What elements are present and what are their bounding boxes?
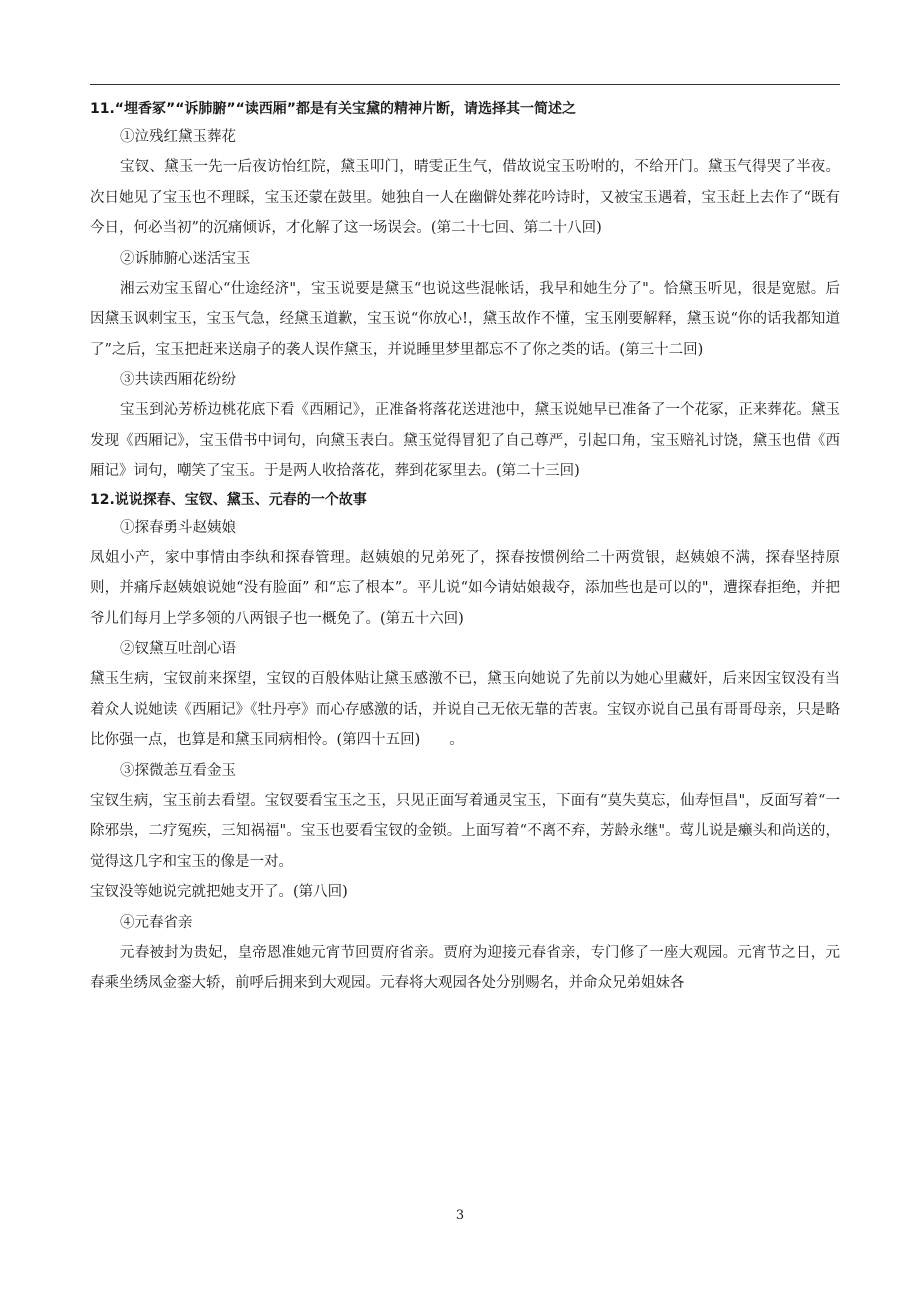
story-text: 凤姐小产，家中事情由李纨和探春管理。赵姨娘的兄弟死了，探春按惯例给二十两赏银，赵姨娘不满，探春坚持原则，并痛斥赵姨娘说她“没有脸面” 和“忘了根本”。平儿说“如今请姑娘裁夺，添加些也是可以的"，遭探春拒绝，并把爷儿们每月上学多领的八两银子也一概免了。(第五十六回) [90,549,840,627]
question-12-title: 12.说说探春、宝钗、黛玉、元春的一个故事 [90,491,367,508]
page-number: 3 [455,1208,465,1223]
story-heading: ②诉肺腑心迷活宝玉 [120,250,251,267]
story-text: 湘云劝宝玉留心“仕途经济"，宝玉说要是黛玉“也说这些混帐话，我早和她生分了"。恰黛玉听见，很是宽慰。后因黛玉讽刺宝玉，宝玉气急，经黛玉道歉，宝玉说“你放心!，黛玉故作不懂，宝玉刚要解释，黛玉说“你的话我都知道了”之后，宝玉把赶来送扇子的袭人误作黛玉，并说睡里梦里都忘不了你之类的话。(第三十二回) [90,280,840,358]
story-heading: ②钗黛互吐剖心语 [120,641,236,657]
story-heading: ③共读西厢花纷纷 [120,372,236,388]
document-body [90,96,840,999]
story-text: 宝玉到沁芳桥边桃花底下看《西厢记》，正准备将落花送进池中，黛玉说她早已准备了一个花冢，正来葬花。黛玉发现《西厢记》，宝玉借书中词句，向黛玉表白。黛玉觉得冒犯了自己尊严，引起口角，宝玉赔礼讨饶，黛玉也借《西厢记》词句，嘲笑了宝玉。于是两人收拾落花，葬到花冢里去。(第二十三回) [90,402,840,479]
story-heading: ①泣残红黛玉葬花 [120,129,236,145]
story-text-continued: 宝钗没等她说完就把她支开了。(第八回) [90,884,348,900]
story-heading: ④元春省亲 [120,914,193,931]
header-rule [90,84,840,85]
story-text: 元春被封为贵妃，皇帝恩准她元宵节回贾府省亲。贾府为迎接元春省亲，专门修了一座大观园。元宵节之日，元春乘坐绣凤金銮大轿，前呼后拥来到大观园。元春将大观园各处分别赐名，并命众兄弟姐妹各 [90,944,840,991]
story-text: 黛玉生病，宝钗前来探望，宝钗的百般体贴让黛玉感激不已，黛玉向她说了先前以为她心里藏奸，后来因宝钗没有当着众人说她读《西厢记》《牡丹亭》而心存感激的话，并说自己无依无靠的苦衷。宝钗亦说自己虽有哥哥母亲，只是略比你强一点，也算是和黛玉同病相怜。(第四十五回) 。 [90,671,840,748]
story-heading: ③探微恙互看金玉 [120,762,236,779]
story-heading: ①探春勇斗赵姨娘 [120,519,236,536]
question-11-title: 11.“埋香冢”“诉肺腑”“读西厢”都是有关宝黛的精神片断，请选择其一简述之 [90,101,577,117]
story-text: 宝钗、黛玉一先一后夜访怡红院，黛玉叩门，晴雯正生气，借故说宝玉吩咐的，不给开门。黛玉气得哭了半夜。次日她见了宝玉也不理睬，宝玉还蒙在鼓里。她独自一人在幽僻处葬花吟诗时，又被宝玉遇着，宝玉赶上去作了“既有今日，何必当初”的沉痛倾诉，才化解了这一场误会。(第二十七回、第二十八回) [90,159,840,236]
story-text: 宝钗生病，宝玉前去看望。宝钗要看宝玉之玉，只见正面写着通灵宝玉，下面有“莫失莫忘，仙寿恒昌"，反面写着“一除邪祟，二疗冤疾，三知祸福"。宝玉也要看宝钗的金锁。上面写着“不离不弃，芳龄永继"。莺儿说是癞头和尚送的，觉得这几字和宝玉的像是一对。 [90,792,840,870]
